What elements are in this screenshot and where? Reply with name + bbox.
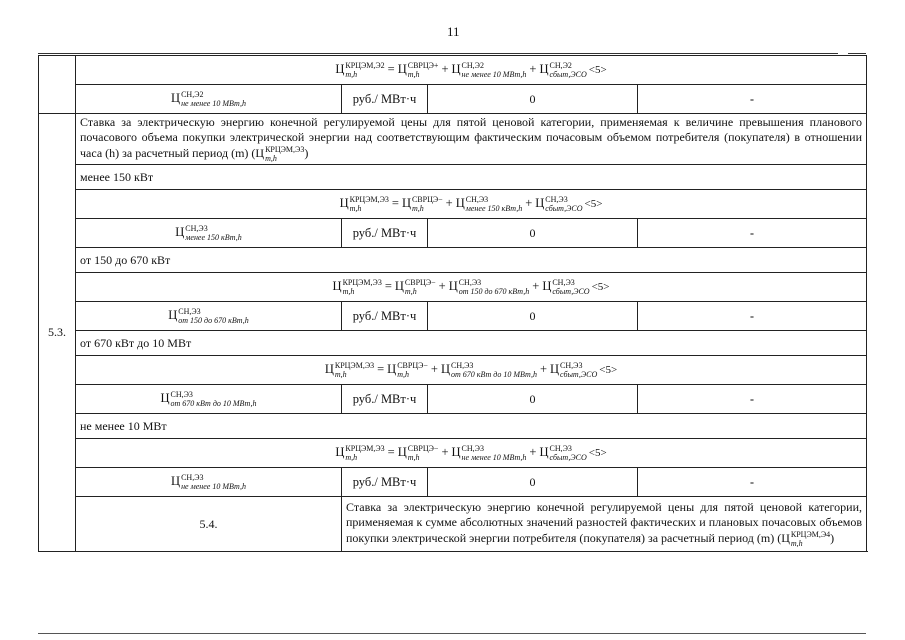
formula-e2: Ц КРЦЭМ,Э2 m,h = Ц СВРЦЭ+ m,h + Ц СН,Э2 не менее 10 МВт,h + Ц СН,Э2 сбыт,ЭСО <5>	[76, 56, 867, 85]
value-row-e2	[39, 85, 867, 114]
value-cell: 0	[428, 385, 638, 414]
group-title: от 150 до 670 кВт	[76, 248, 867, 273]
group-title: от 670 кВт до 10 МВт	[76, 331, 867, 356]
group-title-row	[39, 165, 867, 190]
rate-label: Ц СН,Э3 от 670 кВт до 10 МВт,h	[76, 385, 342, 414]
value-row	[39, 468, 867, 497]
formula-row	[39, 273, 867, 302]
item-number: 5.4.	[76, 497, 342, 552]
formula-row	[39, 356, 867, 385]
unit-cell: руб./ МВт·ч	[342, 85, 428, 114]
num-cell-empty	[39, 56, 76, 114]
value-cell: 0	[428, 85, 638, 114]
bottom-rule	[38, 633, 866, 634]
formula: Ц КРЦЭМ,Э3 m,h = Ц СВРЦЭ− m,h + Ц СН,Э3 от 150 до 670 кВт,h + Ц СН,Э3 сбыт,ЭСО <5>	[76, 273, 867, 302]
dash-cell: -	[638, 219, 867, 248]
group-title: не менее 10 МВт	[76, 414, 867, 439]
dash-cell: -	[638, 468, 867, 497]
formula-row	[39, 190, 867, 219]
item-5-3-row	[39, 114, 867, 165]
value-cell: 0	[428, 219, 638, 248]
rate-label: Ц СН,Э3 не менее 10 МВт,h	[76, 468, 342, 497]
dash-cell: -	[638, 85, 867, 114]
unit-cell: руб./ МВт·ч	[342, 468, 428, 497]
dash-cell: -	[638, 385, 867, 414]
item-number: 5.3.	[39, 114, 76, 552]
top-rule-right	[848, 53, 866, 54]
page-number: 11	[447, 24, 460, 39]
tariff-table	[38, 55, 867, 552]
group-title: менее 150 кВт	[76, 165, 867, 190]
value-row	[39, 385, 867, 414]
item-5-4-row	[39, 497, 867, 552]
formula-row	[39, 439, 867, 468]
unit-cell: руб./ МВт·ч	[342, 302, 428, 331]
item-description: Ставка за электрическую энергию конечной регулируемой цены для пятой ценовой категории, применяемая к сумме абсолютных значений разностей фактических и плановых почасовых объемов покупки электрической энергии потребителя (покупателя) за расчетный период (m) (Ц КРЦЭМ,Э4 m,h )	[342, 497, 867, 552]
value-cell: 0	[428, 468, 638, 497]
value-row	[39, 302, 867, 331]
formula: Ц КРЦЭМ,Э3 m,h = Ц СВРЦЭ− m,h + Ц СН,Э3 менее 150 кВт,h + Ц СН,Э3 сбыт,ЭСО <5>	[76, 190, 867, 219]
formula: Ц КРЦЭМ,Э3 m,h = Ц СВРЦЭ− m,h + Ц СН,Э3 от 670 кВт до 10 МВт,h + Ц СН,Э3 сбыт,ЭСО <5>	[76, 356, 867, 385]
item-description: Ставка за электрическую энергию конечной регулируемой цены для пятой ценовой категории, применяемая к величине превышения планового почасового объема покупки электрической энергии над соответствующим фактическим почасовым объемом потребителя (покупателя) в отношении часа (h) за расчетный период (m) (Ц КРЦЭМ,Э3 m,h )	[76, 114, 867, 165]
rate-label: Ц СН,Э3 менее 150 кВт,h	[76, 219, 342, 248]
formula-row-e2	[39, 56, 867, 85]
top-rule	[38, 53, 838, 54]
dash-cell: -	[638, 302, 867, 331]
group-title-row	[39, 331, 867, 356]
group-title-row	[39, 414, 867, 439]
unit-cell: руб./ МВт·ч	[342, 219, 428, 248]
unit-cell: руб./ МВт·ч	[342, 385, 428, 414]
rate-label: Ц СН,Э2 не менее 10 МВт,h	[76, 85, 342, 114]
value-cell: 0	[428, 302, 638, 331]
formula: Ц КРЦЭМ,Э3 m,h = Ц СВРЦЭ− m,h + Ц СН,Э3 не менее 10 МВт,h + Ц СН,Э3 сбыт,ЭСО <5>	[76, 439, 867, 468]
rate-label: Ц СН,Э3 от 150 до 670 кВт,h	[76, 302, 342, 331]
group-title-row	[39, 248, 867, 273]
value-row	[39, 219, 867, 248]
